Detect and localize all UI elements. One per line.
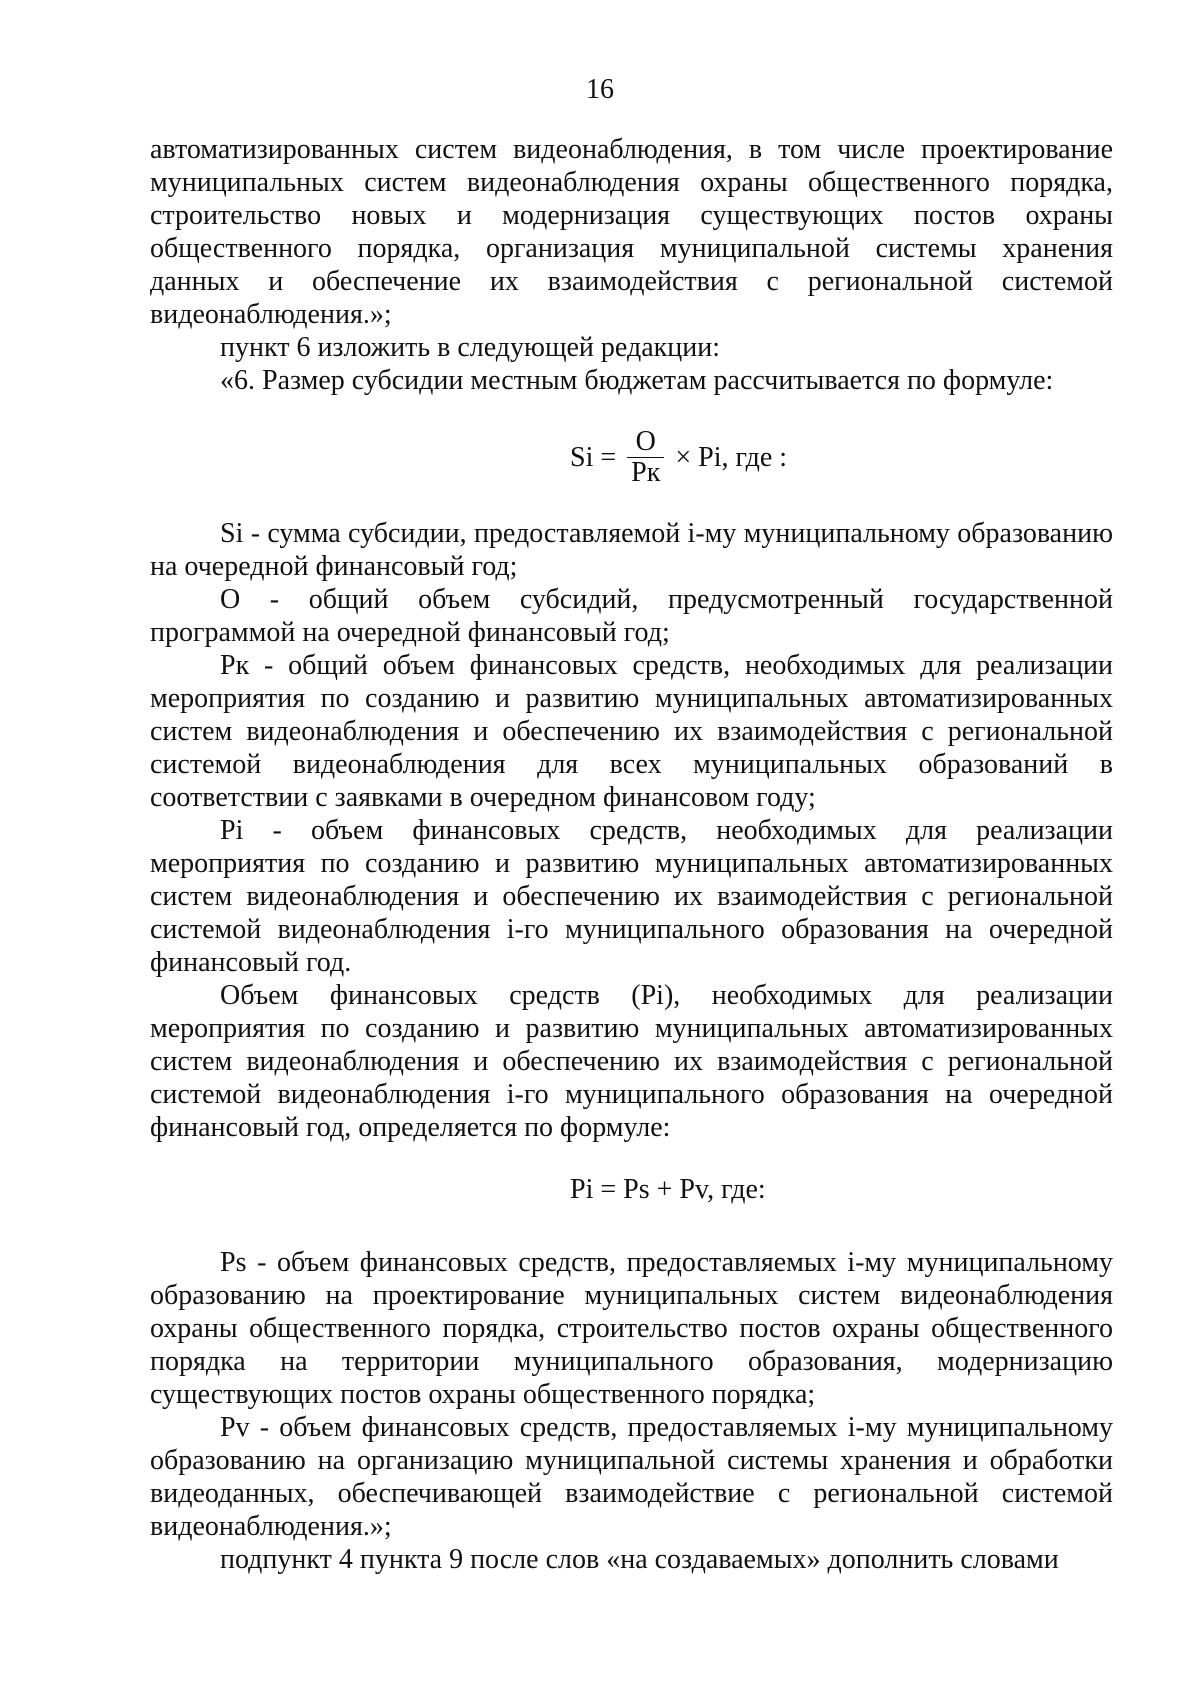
formula-si-denominator: Pк	[631, 457, 661, 488]
definition-ps: Ps - объем финансовых средств, предоставляемых i-му муниципальному образованию на проектирование муниципальных систем видеонаблюдения охраны общественного порядка, строительство постов охраны общественного порядка на территории муниципального образования, модернизацию существующих постов охраны общественного порядка;	[150, 1247, 1113, 1410]
definition-pv: Pv - объем финансовых средств, предоставляемых i-му муниципальному образованию на организацию муниципальной системы хранения и обработки видеоданных, обеспечивающей взаимодействие с региональной системой видеонаблюдения.»;	[150, 1412, 1113, 1542]
page-number: 16	[586, 74, 614, 105]
document-body	[150, 133, 1113, 1576]
paragraph-item-6-intro: «6. Размер субсидии местным бюджетам рассчитывается по формуле:	[220, 365, 1054, 396]
formula-si-lhs: Si =	[570, 441, 617, 473]
formula-pi-block	[150, 1144, 1113, 1246]
definition-o: O - общий объем субсидий, предусмотренный государственной программой на очередной финансовый год;	[150, 584, 1113, 648]
definition-si: Si - сумма субсидии, предоставляемой i-му муниципальному образованию на очередной финансовый год;	[150, 518, 1113, 582]
formula-pi: Pi = Ps + Pv, где:	[570, 1174, 766, 1205]
paragraph-subitem-4: подпункт 4 пункта 9 после слов «на создаваемых» дополнить словами	[220, 1544, 1059, 1575]
formula-si-block	[150, 397, 1113, 517]
definition-pi: Pi - объем финансовых средств, необходимых для реализации мероприятия по созданию и развитию муниципальных автоматизированных систем видеонаблюдения и обеспечению их взаимодействия с региональной системой видеонаблюдения i-го муниципального образования на очередной финансовый год.	[150, 815, 1113, 978]
paragraph-continuation: автоматизированных систем видеонаблюдения, в том числе проектирование муниципальных систем видеонаблюдения охраны общественного порядка, строительство новых и модернизация существующих постов охраны общественного порядка, организация муниципальной системы хранения данных и обеспечение их взаимодействия с региональной системой видеонаблюдения.»;	[150, 134, 1113, 330]
formula-si-rhs: × Pi, где :	[675, 441, 788, 473]
formula-si	[570, 427, 787, 488]
paragraph-item-6-instruction: пункт 6 изложить в следующей редакции:	[220, 332, 720, 363]
formula-si-numerator: O	[627, 427, 664, 458]
formula-si-fraction	[627, 427, 664, 488]
paragraph-pi-volume: Объем финансовых средств (Pi), необходимых для реализации мероприятия по созданию и развитию муниципальных автоматизированных систем видеонаблюдения и обеспечению их взаимодействия с региональной системой видеонаблюдения i-го муниципального образования на очередной финансовый год, определяется по формуле:	[150, 980, 1113, 1143]
definition-pk: Pк - общий объем финансовых средств, необходимых для реализации мероприятия по созданию и развитию муниципальных автоматизированных систем видеонаблюдения и обеспечению их взаимодействия с региональной системой видеонаблюдения для всех муниципальных образований в соответствии с заявками в очередном финансовом году;	[150, 650, 1113, 813]
